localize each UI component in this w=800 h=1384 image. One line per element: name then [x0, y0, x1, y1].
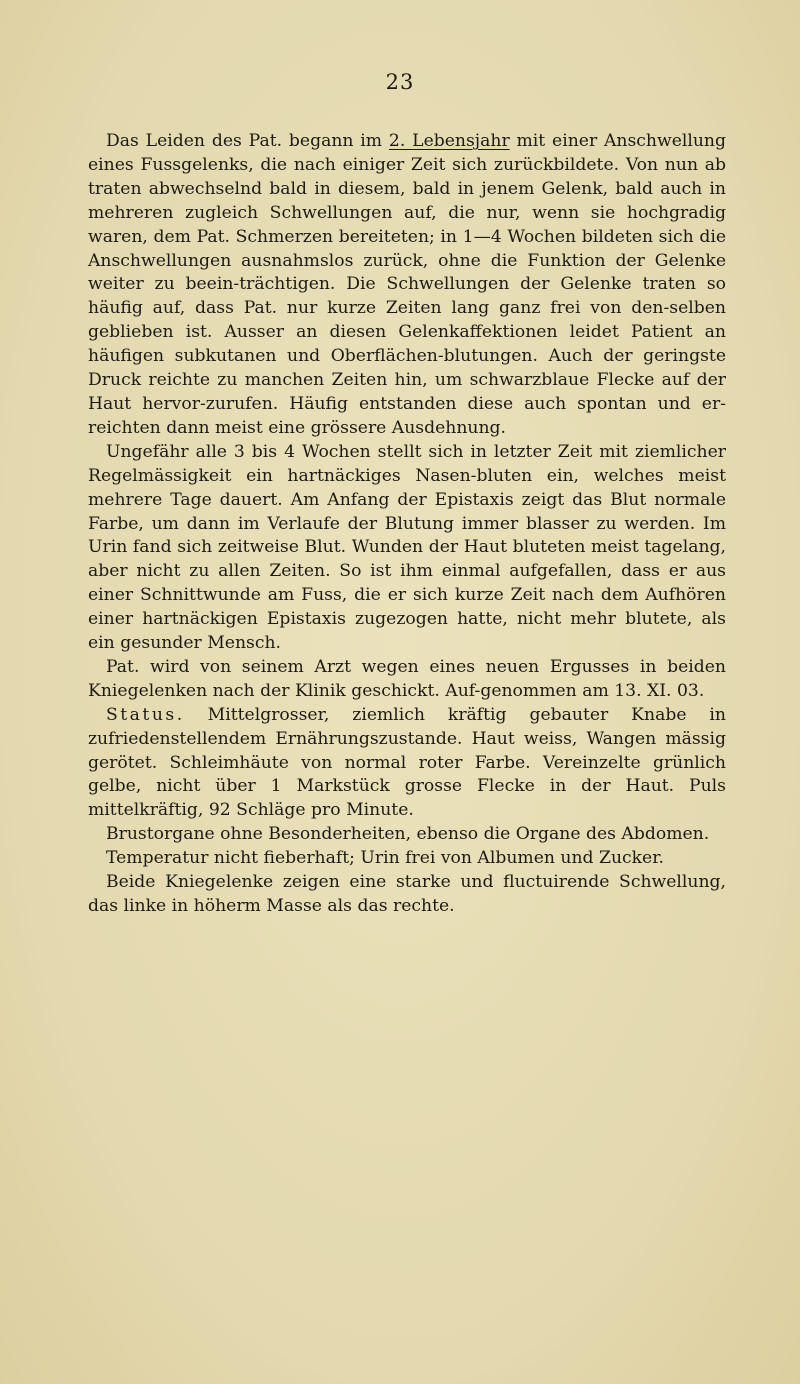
paragraph-organs: Brustorgane ohne Besonderheiten, ebenso die Organe des Abdomen. [106, 824, 710, 845]
paragraph-history-rest: mit einer Anschwellung eines Fussgelenks, die nach einiger Zeit sich zurückbildete. Von nun ab traten abwechselnd bald in diesem, bald in jenem Gelenk, bald auch in mehreren zugleich Schwellungen auf, die nur, wenn sie hochgradig waren, dem Pat. Schmerzen bereiteten; in 1—4 Wochen bildeten sich die Anschwellungen ausnahmslos zurück, ohne die Funktion der Gelenke weiter zu beein-trächtigen. Die Schwellungen der Gelenke traten so häufig auf, dass Pat. nur kurze Zeiten lang ganz frei von den-selben geblieben ist. Ausser an diesen Gelenkaffektionen leidet Patient an häufigen subkutanen und Oberflächen-blutungen. Auch der geringste Druck reichte zu manchen Zeiten hin, um schwarzblaue Flecke auf der Haut hervor-zurufen. Häufig entstanden diese auch spontan und er-reichten dann meist eine grössere Ausdehnung. [88, 131, 727, 438]
status-label: Status. [106, 704, 185, 725]
paragraph-epistaxis: Ungefähr alle 3 bis 4 Wochen stellt sich in letzter Zeit mit ziemlicher Regelmässigkeit ein hartnäckiges Nasen-bluten ein, welches meist mehrere Tage dauert. Am Anfang der Epistaxis zeigt das Blut normale Farbe, um dann im Verlaufe der Blutung immer blasser zu werden. Im Urin fand sich zeitweise Blut. Wunden der Haut bluteten meist tagelang, aber nicht zu allen Zeiten. So ist ihm einmal aufgefallen, dass er aus einer Schnittwunde am Fuss, die er sich kurze Zeit nach dem Aufhören einer hartnäckigen Epistaxis zugezogen hatte, nicht mehr blutete, als ein gesunder Mensch. [88, 441, 726, 654]
paragraph-temperature: Temperatur nicht fieberhaft; Urin frei von Albumen und Zucker. [106, 848, 665, 869]
body-text [88, 130, 726, 919]
paragraph-status [88, 704, 726, 824]
paragraph-history-start: Das Leiden des Pat. begann im [106, 131, 389, 151]
status-text: Mittelgrosser, ziemlich kräftig gebauter Knabe in zufriedenstellendem Ernährungszustande. Haut weiss, Wangen mässig gerötet. Schleimhäute von normal roter Farbe. Vereinzelte grünlich gelbe, nicht über 1 Markstück grosse Flecke in der Haut. Puls mittelkräftig, 92 Schläge pro Minute. [88, 704, 726, 821]
paragraph-knees: Beide Kniegelenke zeigen eine starke und fluctuirende Schwellung, das linke in höherm Masse als das rechte. [88, 872, 726, 916]
underlined-age-phrase: 2. Lebensjahr [388, 131, 510, 151]
paragraph-history [88, 130, 726, 441]
paragraph-admission: Pat. wird von seinem Arzt wegen eines neuen Ergusses in beiden Kniegelenken nach der Klinik geschickt. Auf-genommen am 13. XI. 03. [88, 656, 726, 701]
page-number: 23 [385, 70, 415, 94]
